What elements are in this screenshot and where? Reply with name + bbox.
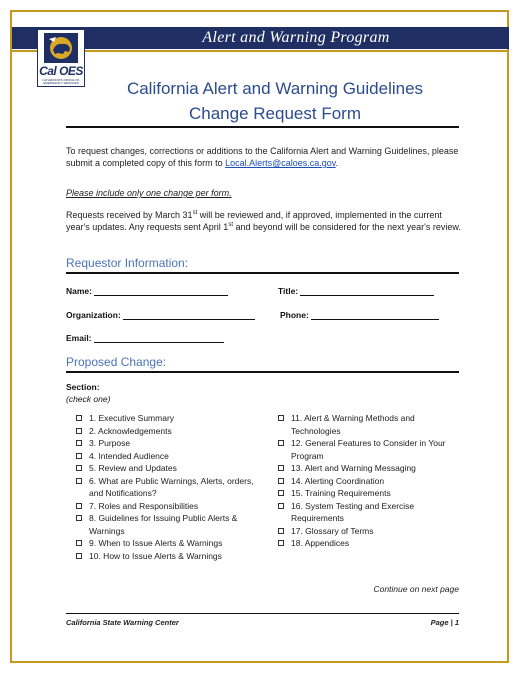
- email-link[interactable]: Local.Alerts@caloes.ca.gov: [225, 158, 336, 168]
- checkbox[interactable]: [278, 540, 284, 546]
- checkbox[interactable]: [76, 453, 82, 459]
- checkbox[interactable]: [278, 490, 284, 496]
- checkbox[interactable]: [76, 503, 82, 509]
- banner-title: Alert and Warning Program: [202, 29, 390, 46]
- option-7[interactable]: 7. Roles and Responsibilities: [76, 500, 256, 513]
- requestor-heading: Requestor Information:: [66, 256, 189, 270]
- section-label: Section:: [66, 382, 100, 392]
- footer-divider: [66, 613, 459, 614]
- title-field[interactable]: Title:: [278, 286, 434, 296]
- proposed-divider: [66, 371, 459, 373]
- continue-note: Continue on next page: [373, 584, 459, 594]
- checkbox[interactable]: [278, 465, 284, 471]
- banner-gold-line: [12, 50, 509, 52]
- section-options-left: [76, 412, 256, 562]
- option-2[interactable]: 2. Acknowledgements: [76, 425, 256, 438]
- option-10[interactable]: 10. How to Issue Alerts & Warnings: [76, 550, 256, 563]
- option-18[interactable]: 18. Appendices: [278, 537, 458, 550]
- checkbox[interactable]: [278, 528, 284, 534]
- email-field[interactable]: Email:: [66, 333, 224, 343]
- option-13[interactable]: 13. Alert and Warning Messaging: [278, 462, 458, 475]
- checkbox[interactable]: [76, 478, 82, 484]
- option-17[interactable]: 17. Glossary of Terms: [278, 525, 458, 538]
- one-change-note: Please include only one change per form.: [66, 188, 232, 198]
- checkbox[interactable]: [278, 503, 284, 509]
- checkbox[interactable]: [278, 440, 284, 446]
- proposed-change-heading: Proposed Change:: [66, 355, 167, 369]
- footer-organization: California State Warning Center: [66, 618, 179, 627]
- intro-text: To request changes, corrections or additions to the California Alert and Warning Guidelines, please submit a completed copy of this form to: [66, 146, 459, 168]
- page-number: Page | 1: [430, 618, 459, 627]
- name-field[interactable]: Name:: [66, 286, 228, 296]
- option-1[interactable]: 1. Executive Summary: [76, 412, 256, 425]
- title-divider: [66, 126, 459, 128]
- requestor-divider: [66, 272, 459, 274]
- bear-emblem-icon: [44, 33, 78, 63]
- title-line-2: Change Request Form: [189, 104, 361, 123]
- option-16[interactable]: 16. System Testing and Exercise Requirements: [278, 500, 458, 525]
- checkbox[interactable]: [278, 478, 284, 484]
- section-options-right: [278, 412, 458, 550]
- option-4[interactable]: 4. Intended Audience: [76, 450, 256, 463]
- review-schedule-paragraph: Requests received by March 31st will be reviewed and, if approved, implemented in the current year's updates. Any requests sent April 1st and beyond will be considered for the next year's review.: [66, 210, 461, 232]
- intro-paragraph: To request changes, corrections or additions to the California Alert and Warning Guidelines, please submit a completed copy of this form to Local.Alerts@caloes.ca.gov.: [66, 146, 459, 168]
- option-12[interactable]: 12. General Features to Consider in Your Program: [278, 437, 458, 462]
- checkbox[interactable]: [76, 465, 82, 471]
- checkbox[interactable]: [76, 515, 82, 521]
- checkbox[interactable]: [76, 415, 82, 421]
- section-subtitle: (check one): [66, 394, 111, 404]
- logo-subtext: GOVERNOR'S OFFICE OF EMERGENCY SERVICES: [42, 78, 80, 85]
- organization-field[interactable]: Organization:: [66, 310, 255, 320]
- caloes-logo: [37, 29, 85, 87]
- option-14[interactable]: 14. Alerting Coordination: [278, 475, 458, 488]
- phone-field[interactable]: Phone:: [280, 310, 439, 320]
- option-11[interactable]: 11. Alert & Warning Methods and Technologies: [278, 412, 458, 437]
- option-15[interactable]: 15. Training Requirements: [278, 487, 458, 500]
- checkbox[interactable]: [76, 428, 82, 434]
- logo-text: Cal OES: [39, 64, 83, 78]
- checkbox[interactable]: [76, 540, 82, 546]
- option-9[interactable]: 9. When to Issue Alerts & Warnings: [76, 537, 256, 550]
- option-3[interactable]: 3. Purpose: [76, 437, 256, 450]
- checkbox[interactable]: [76, 440, 82, 446]
- checkbox[interactable]: [76, 553, 82, 559]
- option-6[interactable]: 6. What are Public Warnings, Alerts, orders, and Notifications?: [76, 475, 256, 500]
- page-title: [90, 76, 460, 126]
- checkbox[interactable]: [278, 415, 284, 421]
- option-5[interactable]: 5. Review and Updates: [76, 462, 256, 475]
- title-line-1: California Alert and Warning Guidelines: [126, 79, 424, 98]
- option-8[interactable]: 8. Guidelines for Issuing Public Alerts & Warnings: [76, 512, 256, 537]
